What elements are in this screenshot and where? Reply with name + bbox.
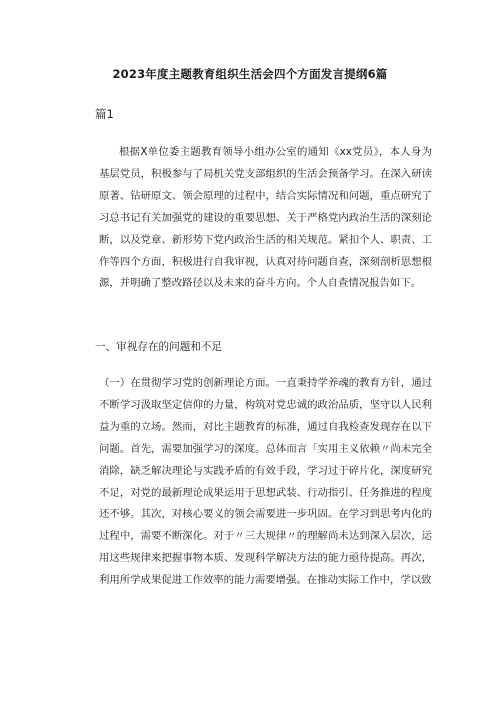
body-paragraph: （一）在贯彻学习党的创新理论方面。一直秉持学养魂的教育方针，通过不断学习汲取坚定信仰的力量，构筑对党忠诚的政治品质，坚守以人民利益为重的立场。然而，对比主题教育的标准，通过自我检查发现存在以下问题。首先，需要加强学习的深度。总体而言「实用主义依赖〃尚未完全消除，缺乏解决理论与实践矛盾的有效手段，学习过于碎片化，深度研究不足，对党的最新理论成果运用于思想武装、行动指引、任务推进的程度还不够。其次，对核心要义的领会需要进一步巩固。在学习到思考内化的过程中，需要不断深化。对于〃三大规律〃的理解尚未达到深入层次，运用这些规律来把握事物本质、发现科学解决方法的能力亟待提高。再次，利用所学成果促进工作效率的能力需要增强。在推动实际工作中，学以致 xyxy=(99,377,432,587)
document-title: 2023年度主题教育组织生活会四个方面发言提纲6篇 xyxy=(112,67,388,81)
section-label: 篇1 xyxy=(95,107,114,121)
section-heading: 一、审视存在的问题和不足 xyxy=(95,341,223,353)
body-paragraph: 根据X单位委主题教育领导小组办公室的通知《xx党员》，本人身为基层党员，积极参与了局机关党支部组织的生活会预备学习。在深入研读原著、钻研原文、领会原理的过程中，结合实际情况和问题，重点研究了习总书记有关加强党的建设的重要思想、关于严格党内政治生活的深刻论断，以及党章、新形势下党内政治生活的相关规范。紧扣个人、职责、工作等四个方面，积极进行自我审视，认真对待问题自查，深刻剖析思想根源，并明确了整改路径以及未来的奋斗方向。个人自查情况报告如下。 xyxy=(99,146,432,290)
